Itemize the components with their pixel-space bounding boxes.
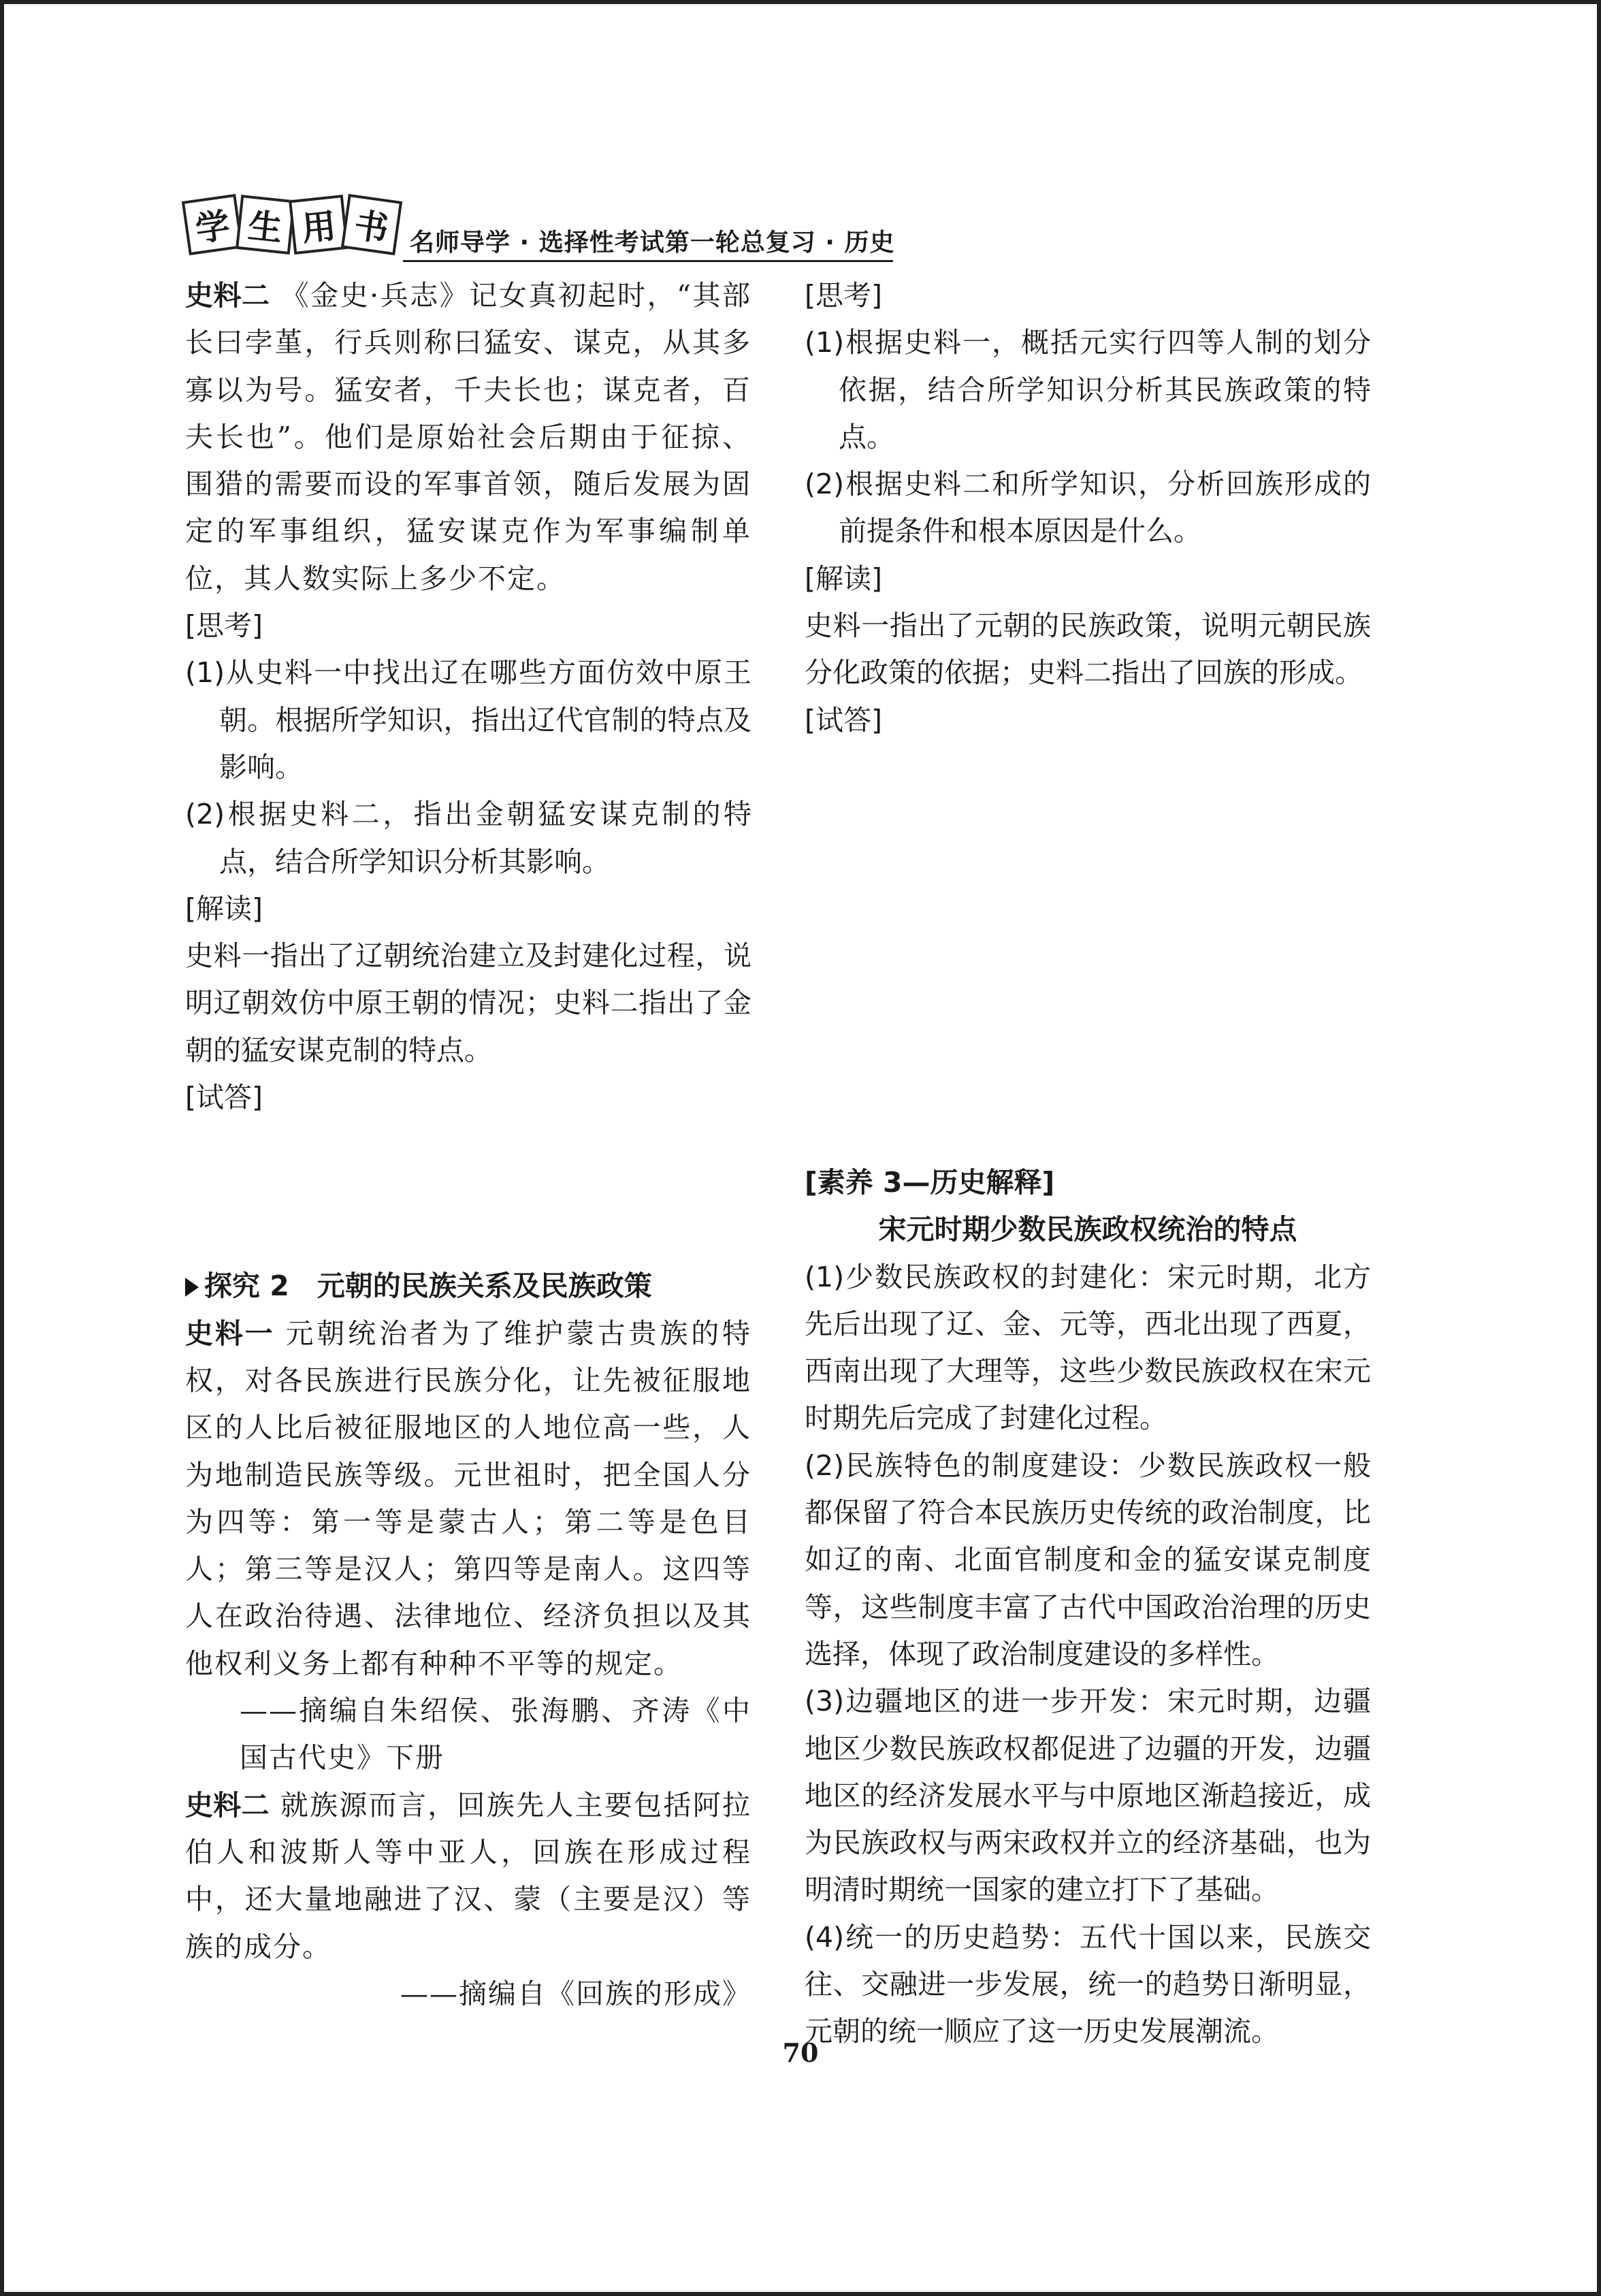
stamp-char-1: 学 [182, 194, 243, 255]
left-source2-paragraph [185, 272, 751, 602]
frame-top-line [0, 0, 1601, 4]
left-source2-label: 史料二 [185, 279, 270, 312]
left-answer-label: [试答] [185, 1081, 263, 1114]
right-question-1: (1)根据史料一，概括元实行四等人制的划分依据，结合所学知识分析其民族政策的特点。 [805, 326, 1371, 453]
right-interpret-label: [解读] [805, 562, 882, 595]
explore-source1-paragraph [185, 1310, 751, 1687]
page-header [185, 197, 900, 265]
triangle-bullet-icon [185, 1278, 199, 1297]
explore-source2-text: 就族源而言，回族先人主要包括阿拉伯人和波斯人等中亚人，回族在形成过程中，还大量地融进了汉、蒙（主要是汉）等族的成分。 [185, 1788, 752, 1963]
explore-source1-text: 元朝统治者为了维护蒙古贵族的特权，对各民族进行民族分化，让先被征服地区的人比后被征服地区的人地位高一些，人为地制造民族等级。元世祖时，把全国人分为四等：第一等是蒙古人；第二等是色目人；第三等是汉人；第四等是南人。这四等人在政治待遇、法律地位、经济负担以及其他权利义务上都有种种不平等的规定。 [185, 1316, 752, 1680]
suyang-point-4: (4)统一的历史趋势：五代十国以来，民族交往、交融进一步发展，统一的趋势日渐明显，元朝的统一顺应了这一历史发展潮流。 [805, 1920, 1371, 2048]
frame-right-line [1597, 0, 1601, 2296]
left-think-label: [思考] [185, 609, 263, 643]
left-question-1: (1)从史料一中找出辽在哪些方面仿效中原王朝。根据所学知识，指出辽代官制的特点及影响。 [185, 656, 751, 783]
stamp-char-4: 书 [341, 194, 402, 255]
explore-source2-label: 史料二 [185, 1788, 270, 1822]
header-title: 名师导学 · 选择性考试第一轮总复习 · 历史 [410, 229, 895, 257]
left-question-2: (2)根据史料二，指出金朝猛安谋克制的特点，结合所学知识分析其影响。 [185, 798, 751, 878]
header-rule [403, 260, 893, 262]
frame-left-line [0, 0, 4, 2296]
suyang-point-1: (1)少数民族政权的封建化：宋元时期，北方先后出现了辽、金、元等，西北出现了西夏，西南出现了大理等，这些少数民族政权在宋元时期先后完成了封建化过程。 [805, 1260, 1371, 1435]
suyang-point-3: (3)边疆地区的进一步开发：宋元时期，边疆地区少数民族政权都促进了边疆的开发，边疆地区的经济发展水平与中原地区渐趋接近，成为民族政权与两宋政权并立的经济基础，也为明清时期统一国家的建立打下了基础。 [805, 1685, 1371, 1907]
left-interpret-label: [解读] [185, 892, 263, 925]
explore-source2-citation: ——摘编自《回族的形成》 [400, 1977, 751, 2010]
explore-source1-citation: ——摘编自朱绍侯、张海鹏、齐涛《中国古代史》下册 [240, 1694, 751, 1775]
explore-2-title: 探究 2 元朝的民族关系及民族政策 [185, 1263, 751, 1310]
right-answer-label: [试答] [805, 703, 882, 737]
left-column [185, 272, 751, 2018]
stamp-char-2: 生 [236, 195, 295, 255]
left-interpret-text: 史料一指出了辽朝统治建立及封建化过程，说明辽朝效仿中原王朝的情况；史料二指出了金朝的猛安谋克制的特点。 [185, 939, 751, 1067]
frame-bottom-line [0, 2292, 1601, 2296]
right-column [805, 272, 1371, 2056]
page-number: 70 [782, 2037, 819, 2068]
suyang-label: [素养 3—历史解释] [805, 1165, 1055, 1199]
explore-source1-label: 史料一 [185, 1316, 275, 1350]
right-interpret-text: 史料一指出了元朝的民族政策，说明元朝民族分化政策的依据；史料二指出了回族的形成。 [805, 609, 1371, 690]
right-question-2: (2)根据史料二和所学知识，分析回族形成的前提条件和根本原因是什么。 [805, 468, 1371, 548]
suyang-point-2: (2)民族特色的制度建设：少数民族政权一般都保留了符合本民族历史传统的政治制度，比如辽的南、北面官制度和金的猛安谋克制度等，这些制度丰富了古代中国政治治理的历史选择，体现了政治制度建设的多样性。 [805, 1449, 1371, 1670]
stamp-char-3: 用 [289, 195, 349, 255]
left-source2-text: 《金史·兵志》记女真初起时，“其部长曰孛堇，行兵则称曰猛安、谋克，从其多寡以为号。猛安者，千夫长也；谋克者，百夫长也”。他们是原始社会后期由于征掠、围猎的需要而设的军事首领，随后发展为固定的军事组织，猛安谋克作为军事编制单位，其人数实际上多少不定。 [185, 279, 752, 595]
right-think-label: [思考] [805, 279, 882, 312]
suyang-title: 宋元时期少数民族政权统治的特点 [878, 1213, 1297, 1246]
explore-source2-paragraph [185, 1782, 751, 1971]
